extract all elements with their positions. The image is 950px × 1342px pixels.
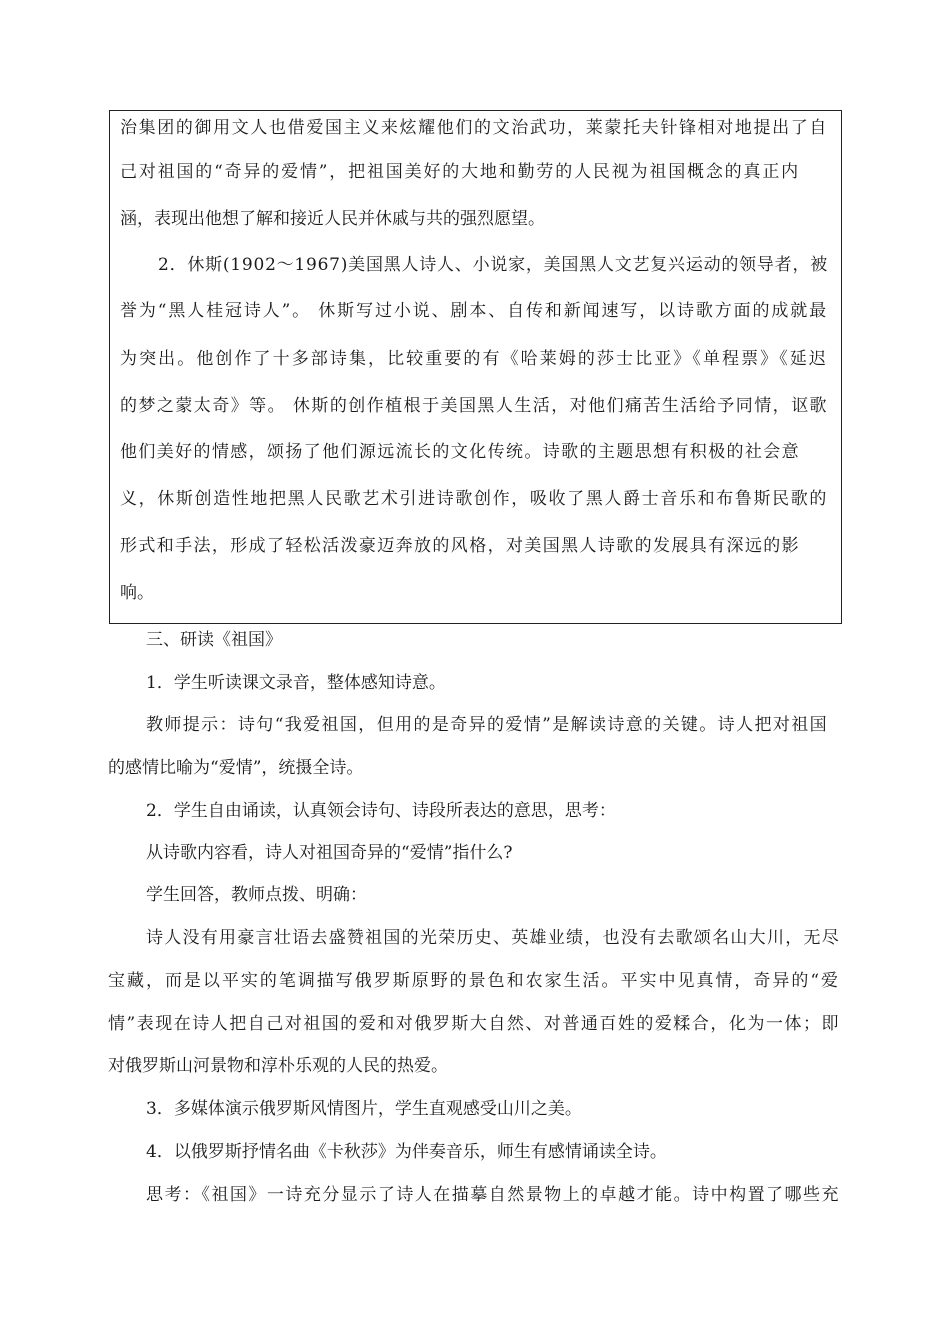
box-line: 他们美好的情感，颂扬了他们源远流长的文化传统。诗歌的主题思想有积极的社会意 — [120, 442, 800, 462]
box-line: 义，休斯创造性地把黑人民歌艺术引进诗歌创作，吸收了黑人爵士音乐和布鲁斯民歌的 — [120, 489, 828, 509]
box-line: 治集团的御用文人也借爱国主义来炫耀他们的文治武功，莱蒙托夫针锋相对地提出了自 — [120, 118, 828, 138]
body-paragraph: 3．多媒体演示俄罗斯风情图片，学生直观感受山川之美。 — [146, 1099, 582, 1119]
body-paragraph: 1．学生听读课文录音，整体感知诗意。 — [146, 673, 446, 693]
box-line: 的梦之蒙太奇》等。 休斯的创作植根于美国黑人生活，对他们痛苦生活给予同情，讴歌 — [120, 396, 828, 416]
body-paragraph: 2．学生自由诵读，认真领会诗句、诗段所表达的意思，思考： — [146, 801, 616, 821]
body-paragraph: 4．以俄罗斯抒情名曲《卡秋莎》为伴奏音乐，师生有感情诵读全诗。 — [146, 1142, 667, 1162]
section-heading: 三、研读《祖国》 — [146, 630, 282, 650]
body-paragraph: 宝藏，而是以平实的笔调描写俄罗斯原野的景色和农家生活。平实中见真情，奇异的“爱 — [108, 971, 840, 991]
body-paragraph: 从诗歌内容看，诗人对祖国奇异的“爱情”指什么? — [146, 843, 513, 863]
body-paragraph: 的感情比喻为“爱情”，统摄全诗。 — [108, 758, 364, 778]
body-paragraph: 诗人没有用豪言壮语去盛赞祖国的光荣历史、英雄业绩，也没有去歌颂名山大川，无尽 — [146, 928, 840, 948]
body-paragraph: 学生回答，教师点拨、明确： — [146, 885, 367, 905]
body-paragraph: 情”表现在诗人把自己对祖国的爱和对俄罗斯大自然、对普通百姓的爱糅合，化为一体；即 — [108, 1014, 840, 1034]
box-line: 为突出。他创作了十多部诗集，比较重要的有《哈莱姆的莎士比亚》《单程票》《延迟 — [120, 349, 828, 369]
body-paragraph: 对俄罗斯山河景物和淳朴乐观的人民的热爱。 — [108, 1056, 448, 1076]
box-line: 形式和手法，形成了轻松活泼豪迈奔放的风格，对美国黑人诗歌的发展具有深远的影 — [120, 536, 800, 556]
box-line: 涵，表现出他想了解和接近人民并休戚与共的强烈愿望。 — [120, 209, 545, 229]
box-line: 誉为“黑人桂冠诗人”。 休斯写过小说、剧本、自传和新闻速写，以诗歌方面的成就最 — [120, 301, 828, 321]
box-line: 响。 — [120, 583, 154, 603]
body-paragraph: 思考：《祖国》一诗充分显示了诗人在描摹自然景物上的卓越才能。诗中构置了哪些充 — [146, 1185, 840, 1205]
box-line: 2．休斯(1902～1967)美国黑人诗人、小说家，美国黑人文艺复兴运动的领导者，被 — [158, 255, 828, 275]
body-paragraph: 教师提示：诗句“我爱祖国，但用的是奇异的爱情”是解读诗意的关键。诗人把对祖国 — [146, 715, 828, 735]
box-line: 己对祖国的“奇异的爱情”，把祖国美好的大地和勤劳的人民视为祖国概念的真正内 — [120, 162, 800, 182]
